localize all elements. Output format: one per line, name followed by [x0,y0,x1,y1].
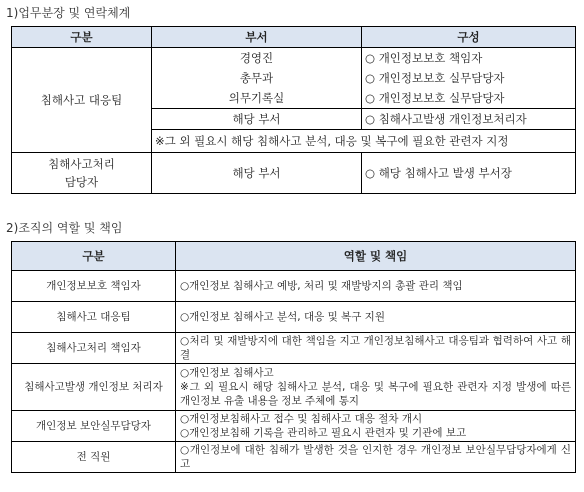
member-item: ○ 개인정보보호 실무담당자 [365,91,505,105]
table-row [12,302,576,333]
role-description [176,364,576,411]
description-line: ○개인정보 침해사고 예방, 처리 및 재발방지의 총괄 관리 책임 [180,280,463,292]
role-label: 개인정보 보안실무담당자 [12,411,176,442]
handler-label [12,153,152,194]
header-department: 부서 [152,27,362,48]
table-row [12,411,576,442]
response-team-label: 침해사고 대응팀 [12,48,152,153]
header-composition: 구성 [362,27,576,48]
member-item: ○ 개인정보보호 실무담당자 [365,71,505,85]
role-label: 침해사고발생 개인정보 처리자 [12,364,176,411]
role-label: 침해사고처리 책임자 [12,333,176,364]
role-description [176,271,576,302]
role-description [176,302,576,333]
handler-label-line: 침해사고처리 [48,157,115,171]
table-row [12,271,576,302]
role-label: 침해사고 대응팀 [12,302,176,333]
table-row [12,333,576,364]
contact-system-table [11,26,576,194]
description-line: ○개인정보침해사고 접수 및 침해사고 대응 절차 개시 [180,413,423,425]
table-header-row [12,27,576,48]
department-item: 경영진 [239,51,274,65]
table-row [12,48,576,109]
header-roles: 역할 및 책임 [176,242,576,271]
description-line: ○개인정보에 대한 침해가 발생한 것을 인지한 경우 개인정보 보안실무담당자에게 신고 [180,444,571,470]
role-label: 개인정보보호 책임자 [12,271,176,302]
section2-heading: 2)조직의 역할 및 책임 [6,221,123,235]
section1-heading: 1)업무분장 및 연락체계 [6,6,131,20]
role-description [176,411,576,442]
description-line: ※그 외 필요시 해당 침해사고 분석, 대응 및 복구에 필요한 관련자 지정 발생에 따른 개인정보 유출 내용을 정보 주체에 통지 [180,381,571,407]
table-row [12,153,576,194]
table-row [12,364,576,411]
department-item: 의무기록실 [228,91,285,105]
handler-label-line: 담당자 [64,175,99,189]
table-header-row [12,242,576,271]
note-cell: ※그 외 필요시 해당 침해사고 분석, 대응 및 복구에 필요한 관련자 지정 [152,130,576,153]
description-line: ○개인정보 침해사고 [180,367,274,379]
role-description [176,442,576,473]
department-cell: 해당 부서 [152,109,362,130]
department-cell: 해당 부서 [152,153,362,194]
department-item: 총무과 [239,71,274,85]
role-description [176,333,576,364]
header-category: 구분 [12,242,176,271]
member-cell: ○ 침해사고발생 개인정보처리자 [362,109,576,130]
member-cell: ○ 해당 침해사고 발생 부서장 [362,153,576,194]
roles-table [11,241,576,473]
member-item: ○ 개인정보보호 책임자 [365,51,483,65]
role-label: 전 직원 [12,442,176,473]
header-category: 구분 [12,27,152,48]
department-list [152,48,362,109]
description-line: ○처리 및 재발방지에 대한 책임을 지고 개인정보침해사고 대응팀과 협력하여 사고 해결 [180,335,571,361]
description-line: ○개인정보 침해사고 분석, 대응 및 복구 지원 [180,311,385,323]
description-line: ○개인정보침해 기록을 관리하고 필요시 관련자 및 기관에 보고 [180,427,467,439]
member-list [362,48,576,109]
table-row [12,442,576,473]
